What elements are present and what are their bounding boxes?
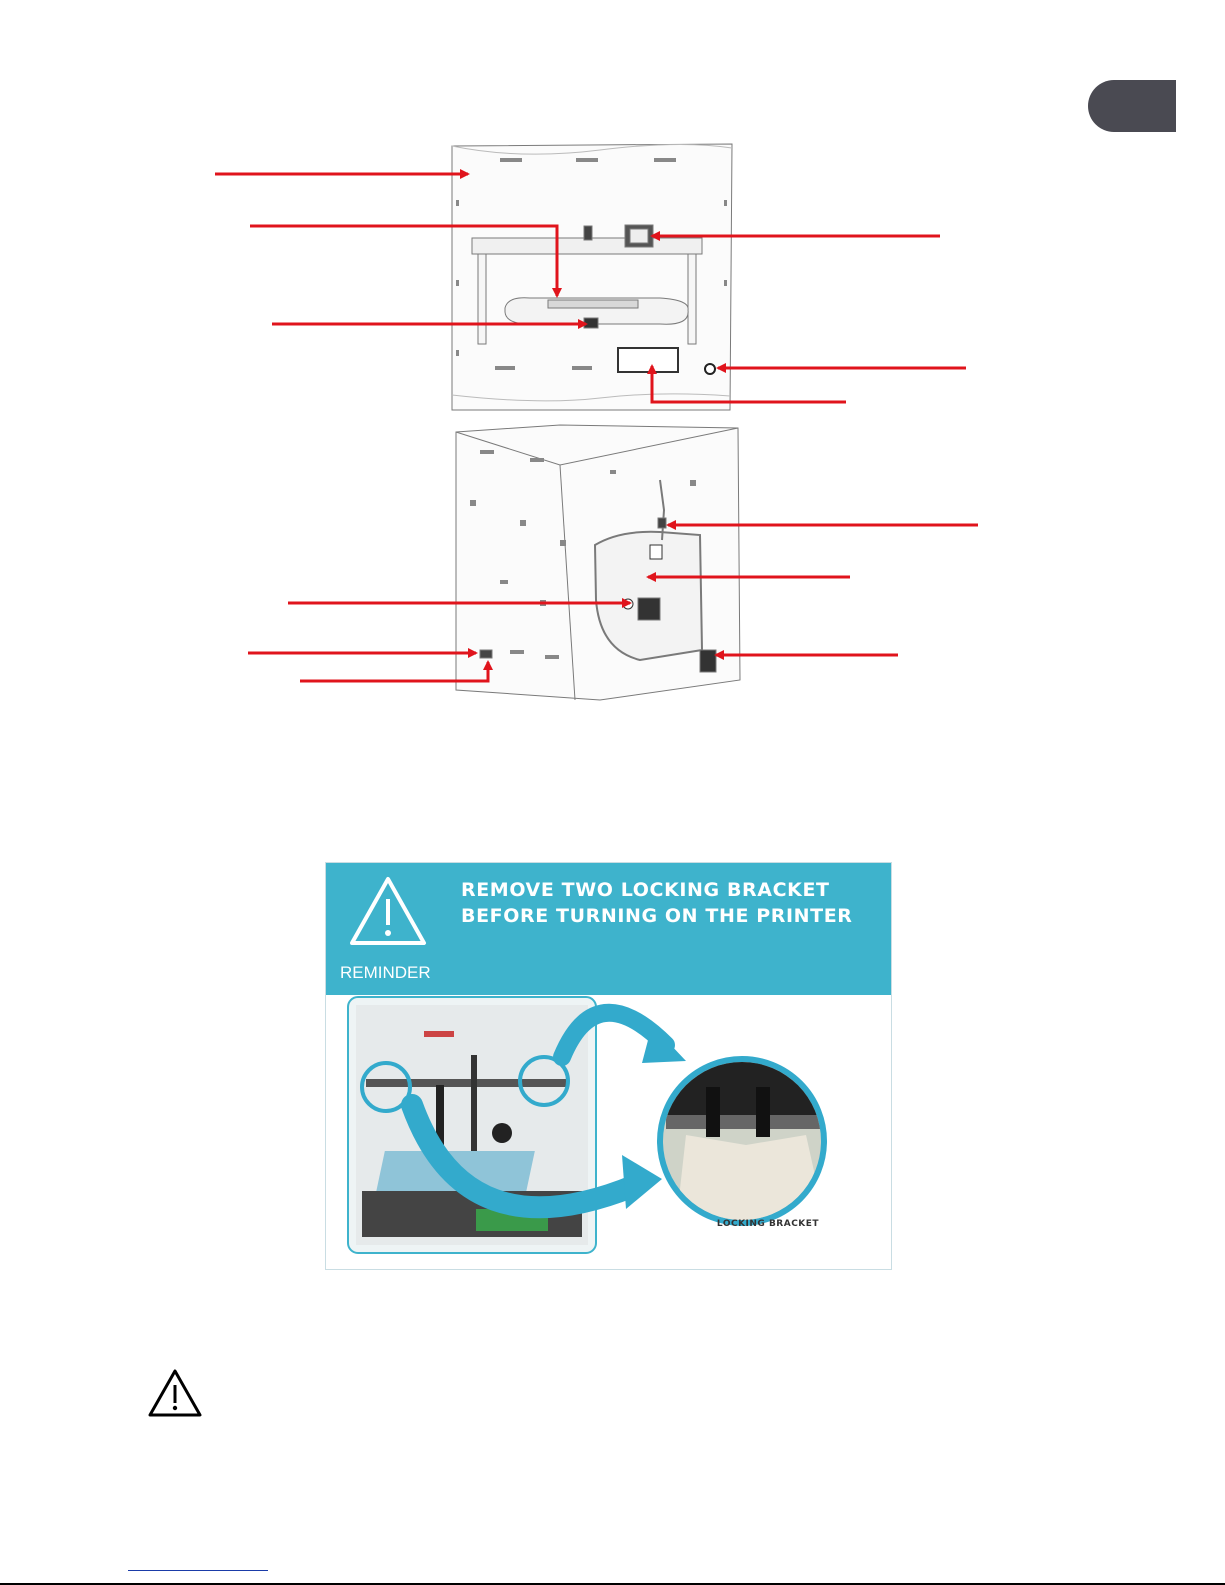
printer-front-view [452, 144, 732, 410]
locking-bracket-caption: LOCKING BRACKET [716, 1219, 820, 1229]
printer-back-view [456, 425, 740, 700]
footer-link-underline [128, 1570, 268, 1571]
reminder-banner [326, 863, 891, 995]
printer-diagram [0, 0, 1225, 720]
warning-triangle-icon [348, 875, 428, 947]
reminder-card [325, 862, 892, 1270]
reminder-title: REMOVE TWO LOCKING BRACKET BEFORE TURNING ON THE PRINTER [461, 879, 853, 927]
warning-triangle-icon [147, 1368, 203, 1418]
reminder-label: REMINDER [340, 963, 431, 982]
